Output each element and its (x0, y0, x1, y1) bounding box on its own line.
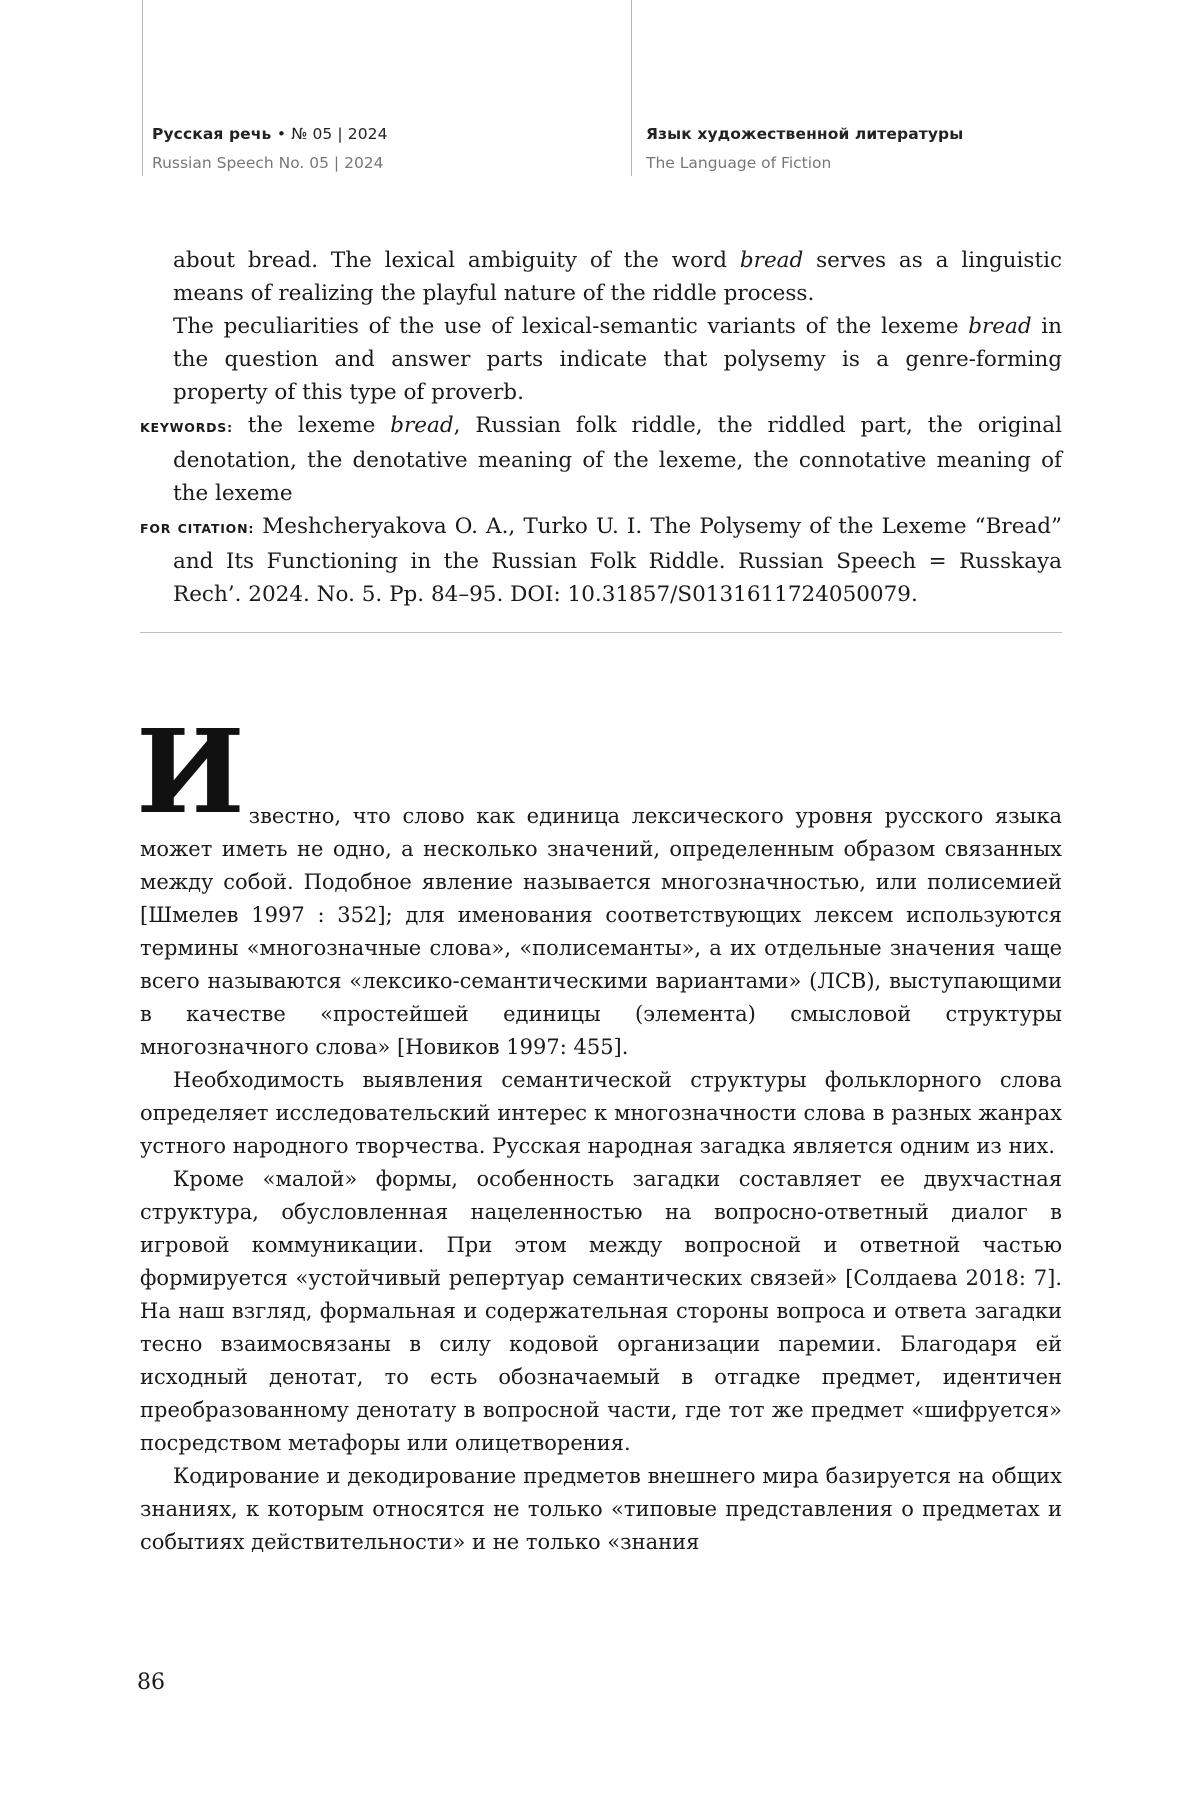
header-right (646, 125, 963, 172)
header-left (152, 125, 388, 172)
journal-title-ru: Русская речь • № 05 | 2024 (152, 125, 388, 143)
citation-label: FOR CITATION: (140, 521, 255, 536)
section-title-ru: Язык художественной литературы (646, 125, 964, 143)
body-paragraph: Известно, что слово как единица лексического уровня русского языка может иметь не одно, а несколько значений, определенным образом связанных между собой. Подобное явление называется многозначностью, или полисемией [Шмелев 1997 : 352]; для именования соответствующих лексем используются термины «многозначные слова», «полисеманты», а их отдельные значения чаще всего называются «лексико-семантическими вариантами» (ЛСВ), выступающими в качестве «простейшей единицы (элемента) смысловой структуры многозначного слова» [Новиков 1997: 455]. (136, 705, 1062, 1059)
body-paragraph: Необходимость выявления семантической структуры фольклорного слова определяет исследовательский интерес к многозначности слова в разных жанрах устного народного творчества. Русская народная загадка является одним из них. (140, 1068, 1062, 1158)
journal-title-en: Russian Speech No. 05 | 2024 (152, 154, 384, 172)
body-paragraph: Кроме «малой» формы, особенность загадки составляет ее двухчастная структура, обусловленная нацеленностью на вопросно-ответный диалог в игровой коммуникации. При этом между вопросной и ответной частью формируется «устойчивый репертуар семантических связей» [Солдаева 2018: 7]. На наш взгляд, формальная и содержательная стороны вопроса и ответа загадки тесно взаимосвязаны в силу кодовой организации паремии. Благодаря ей исходный денотат, то есть обозначаемый в отгадке предмет, идентичен преобразованному денотату в вопросной части, где тот же предмет «шифруется» посредством метафоры или олицетворения. (140, 1167, 1062, 1455)
header-divider-right (631, 0, 632, 176)
header-divider-left (142, 0, 143, 176)
section-title-en: The Language of Fiction (646, 154, 832, 172)
page-number: 86 (137, 1670, 165, 1695)
drop-cap: И (136, 705, 245, 840)
keywords-label: KEYWORDS: (140, 420, 233, 435)
abstract-paragraph: about bread. The lexical ambiguity of the word bread serves as a linguistic means of realizing the playful nature of the riddle process. (173, 248, 1062, 306)
abstract-paragraph: The peculiarities of the use of lexical-semantic variants of the lexeme bread in the question and answer parts indicate that polysemy is a genre-forming property of this type of proverb. (173, 314, 1062, 405)
abstract-block (140, 244, 1062, 611)
keywords: KEYWORDS: the lexeme bread, Russian folk riddle, the riddled part, the original denotation, the denotative meaning of the lexeme, the connotative meaning of the lexeme (140, 413, 1062, 506)
body-paragraph: Кодирование и декодирование предметов внешнего мира базируется на общих знаниях, к которым относятся не только «типовые представления о предметах и событиях действительности» и не только «знания (140, 1464, 1062, 1554)
article-body (136, 705, 1062, 1559)
citation: FOR CITATION: Meshcheryakova O. A., Turko U. I. The Polysemy of the Lexeme “Bread” and Its Functioning in the Russian Folk Riddle. Russian Speech = Russkaya Rech’. 2024. No. 5. Pp. 84–95. DOI: 10.31857/S0131611724050079. (140, 514, 1063, 607)
section-divider (140, 632, 1062, 633)
